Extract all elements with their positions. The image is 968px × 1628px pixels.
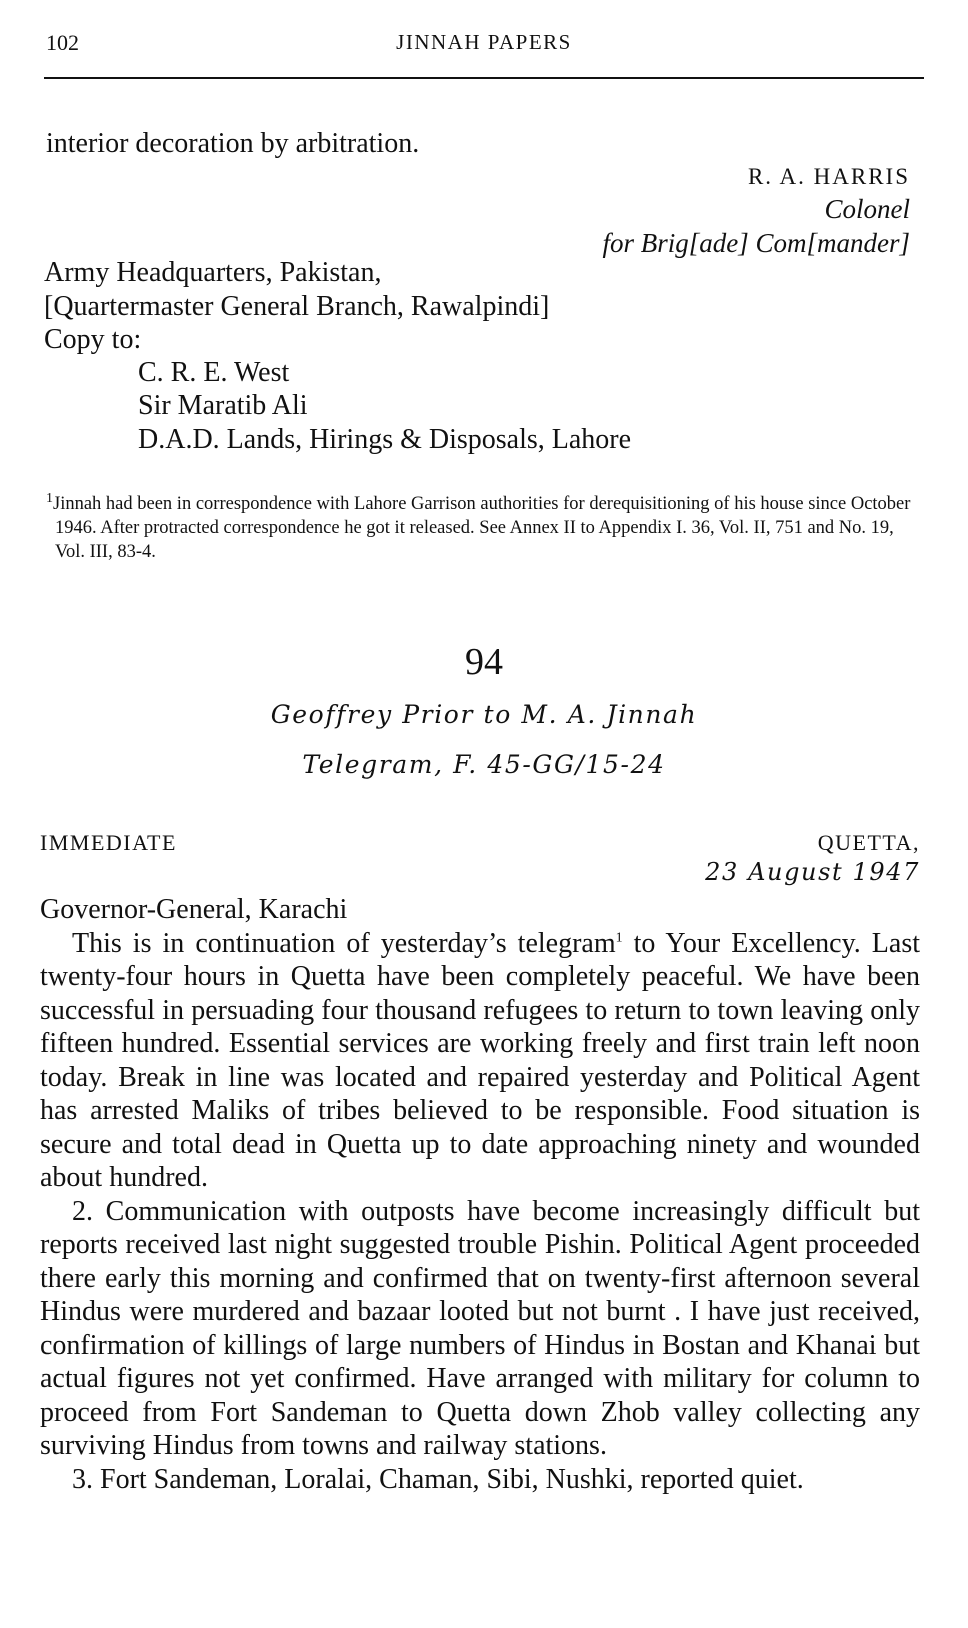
running-title: JINNAH PAPERS xyxy=(396,30,572,54)
priority-label: IMMEDIATE xyxy=(40,830,177,855)
copy-to-item: Sir Maratib Ali xyxy=(138,390,308,421)
document-heading: Geoffrey Prior to M. A. Jinnah xyxy=(270,700,698,729)
date-label: 23 August 1947 xyxy=(705,858,920,886)
document-number: 94 xyxy=(465,641,503,683)
footnote-marker: 1 xyxy=(46,490,53,506)
footnote-text: Jinnah had been in correspondence with Lahore Garrison authorities for derequisitioning of his house since October 1946. After protracted correspondence he got it released. See Annex II to Appendix I. 36, Vol. II, 751 and No. 19, Vol. III, 83-4. xyxy=(53,494,911,562)
place-label: QUETTA, xyxy=(817,830,920,855)
document-subheading: Telegram, F. 45-GG/15-24 xyxy=(302,750,666,779)
paragraph-1-start: This is in continuation of yesterday’s telegram xyxy=(72,927,616,959)
note-marker: 1 xyxy=(615,930,623,946)
paragraph-2: 2. Communication with outposts have become increasingly difficult but reports received last night suggested trouble Pishin. Political Agent proceeded there early this morning and confirmed that on twenty-first afternoon several Hindus were murdered and bazaar looted but not burnt . I have just received, confirmation of killings of large numbers of Hindus in Bostan and Khanai but actual figures not yet confirmed. Have arranged with military for column to proceed from Fort Sandeman to Quetta down Zhob valley collecting any surviving Hindus from towns and railway stations. xyxy=(40,1195,920,1461)
header-rule xyxy=(44,77,924,79)
paragraph-3: 3. Fort Sandeman, Loralai, Chaman, Sibi, Nushki, reported quiet. xyxy=(72,1463,804,1495)
footnote xyxy=(46,492,922,564)
signature-capacity: for Brig[ade] Com[mander] xyxy=(602,228,910,258)
recipient-line: Copy to: xyxy=(44,324,142,355)
signature-rank: Colonel xyxy=(824,194,910,224)
closing-line: interior decoration by arbitration. xyxy=(46,128,420,159)
recipient-line: [Quartermaster General Branch, Rawalpindi] xyxy=(44,291,550,322)
recipient-line: Army Headquarters, Pakistan, xyxy=(44,257,382,288)
addressee: Governor-General, Karachi xyxy=(40,894,348,925)
page-number: 102 xyxy=(46,30,79,55)
paragraph-1 xyxy=(40,927,920,1195)
copy-to-item: D.A.D. Lands, Hirings & Disposals, Lahore xyxy=(138,424,632,455)
copy-to-item: C. R. E. West xyxy=(138,357,290,388)
telegram-body xyxy=(40,893,920,1496)
paragraph-1-rest: to Your Excellency. Last twenty-four hours in Quetta have been completely peaceful. We have been successful in persuading four thousand refugees to return to town leaving only fifteen hundred. Essential services are working freely and first train left noon today. Break in line was located and repaired yesterday and Political Agent has arrested Maliks of tribes believed to be responsible. Food situation is secure and total dead in Quetta up to date approaching ninety and wounded about hundred. xyxy=(40,927,920,1193)
signature-name: R. A. HARRIS xyxy=(747,164,910,189)
